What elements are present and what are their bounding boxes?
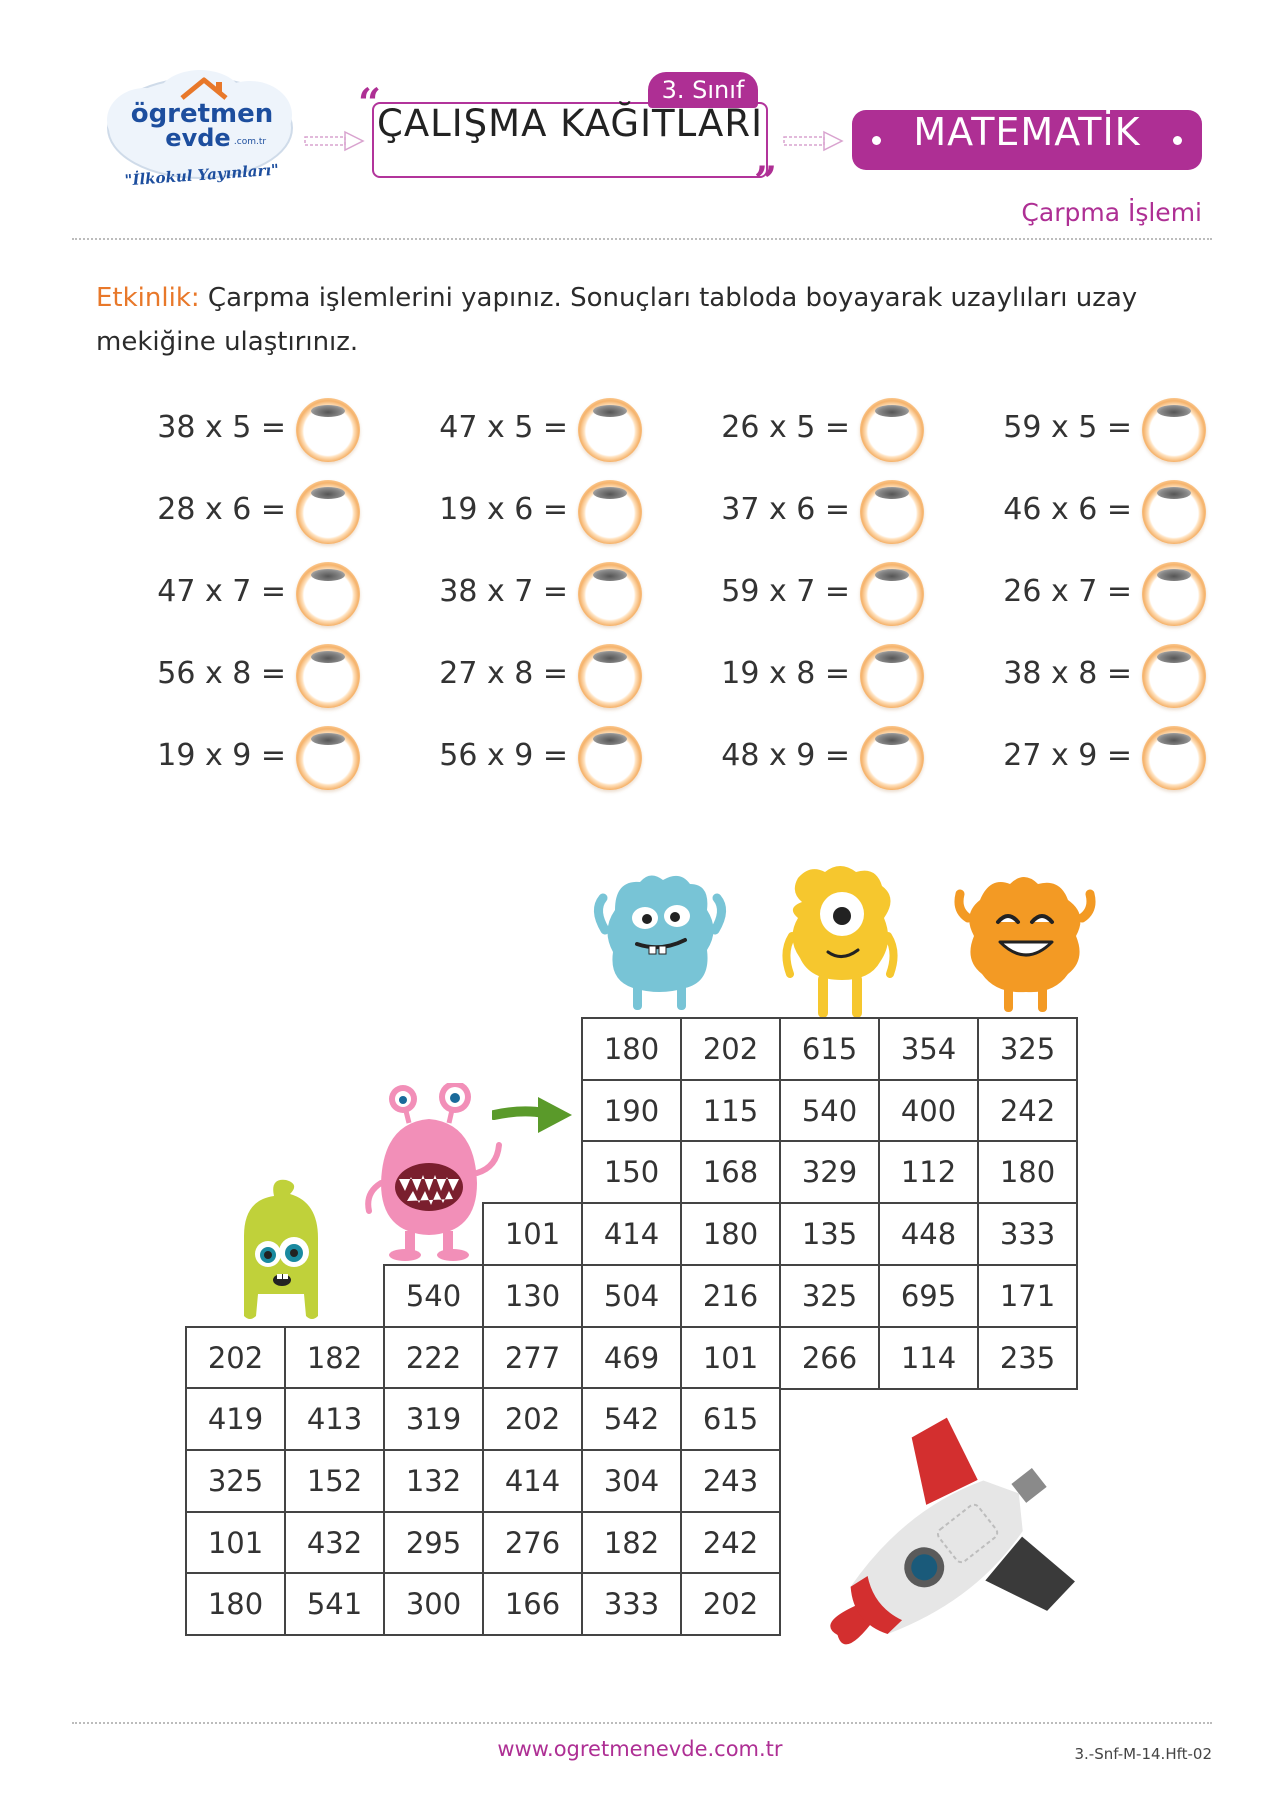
grid-cell[interactable]: 432 [284, 1511, 385, 1575]
decorative-arrow-icon [782, 130, 844, 152]
grid-cell[interactable]: 295 [383, 1511, 484, 1575]
divider [72, 238, 1212, 240]
problem-expression: 47 x 5 = [439, 410, 568, 445]
svg-text:ögretmen: ögretmen [130, 99, 274, 129]
problem-expression: 59 x 7 = [721, 574, 850, 609]
grid-cell[interactable]: 540 [779, 1079, 880, 1143]
grade-badge: 3. Sınıf [648, 72, 758, 108]
ring-hole-icon [875, 733, 909, 745]
yellow-cyclops-alien-icon [780, 862, 900, 1024]
ring-hole-icon [1157, 487, 1191, 499]
quote-close-icon: ” [754, 158, 778, 205]
grid-cell[interactable]: 132 [383, 1449, 484, 1513]
grid-cell[interactable]: 615 [779, 1017, 880, 1081]
grid-cell[interactable]: 266 [779, 1326, 880, 1390]
grid-cell[interactable]: 333 [581, 1572, 682, 1636]
problem-expression: 38 x 7 = [439, 574, 568, 609]
grid-cell[interactable]: 171 [977, 1264, 1078, 1328]
ring-hole-icon [311, 733, 345, 745]
problem-expression: 19 x 6 = [439, 492, 568, 527]
grid-cell[interactable]: 448 [878, 1202, 979, 1266]
activity-label: Etkinlik: [96, 283, 200, 313]
grid-cell[interactable]: 419 [185, 1387, 286, 1451]
answer-ring[interactable] [296, 644, 360, 708]
ring-hole-icon [1157, 405, 1191, 417]
ring-hole-icon [311, 651, 345, 663]
grid-cell[interactable]: 130 [482, 1264, 583, 1328]
ring-hole-icon [875, 651, 909, 663]
ring-hole-icon [593, 651, 627, 663]
ring-hole-icon [875, 405, 909, 417]
grid-cell[interactable]: 414 [581, 1202, 682, 1266]
answer-ring[interactable] [578, 644, 642, 708]
ring-hole-icon [593, 487, 627, 499]
grid-cell[interactable]: 243 [680, 1449, 781, 1513]
grid-cell[interactable]: 112 [878, 1140, 979, 1204]
subject-badge [852, 110, 1202, 170]
divider [72, 1722, 1212, 1724]
grid-cell[interactable]: 276 [482, 1511, 583, 1575]
grid-cell[interactable]: 101 [680, 1326, 781, 1390]
answer-ring[interactable] [578, 398, 642, 462]
bullet-icon [1173, 136, 1182, 145]
grid-cell[interactable]: 319 [383, 1387, 484, 1451]
green-arrow-icon [492, 1093, 574, 1137]
svg-text:.com.tr: .com.tr [233, 137, 267, 147]
subject-label: MATEMATİK [913, 110, 1141, 154]
answer-ring[interactable] [1142, 562, 1206, 626]
answer-ring[interactable] [296, 480, 360, 544]
problem-expression: 26 x 5 = [721, 410, 850, 445]
problem-expression: 47 x 7 = [157, 574, 286, 609]
problem-expression: 27 x 8 = [439, 656, 568, 691]
grid-cell[interactable]: 190 [581, 1079, 682, 1143]
ring-hole-icon [1157, 733, 1191, 745]
answer-ring[interactable] [860, 562, 924, 626]
answer-ring[interactable] [860, 644, 924, 708]
grid-cell[interactable]: 168 [680, 1140, 781, 1204]
grid-cell[interactable]: 325 [977, 1017, 1078, 1081]
blue-alien-icon [585, 870, 735, 1020]
ring-hole-icon [311, 487, 345, 499]
grid-cell[interactable]: 114 [878, 1326, 979, 1390]
problem-expression: 59 x 5 = [1003, 410, 1132, 445]
grid-cell[interactable]: 504 [581, 1264, 682, 1328]
answer-ring[interactable] [578, 726, 642, 790]
footer-website: www.ogretmenevde.com.tr [497, 1737, 783, 1761]
rocket-icon [790, 1405, 1100, 1705]
ring-hole-icon [1157, 569, 1191, 581]
grid-cell[interactable]: 333 [977, 1202, 1078, 1266]
grid-cell[interactable]: 180 [185, 1572, 286, 1636]
grid-cell[interactable]: 180 [581, 1017, 682, 1081]
activity-instruction [96, 276, 1176, 364]
grid-cell[interactable]: 695 [878, 1264, 979, 1328]
grid-cell[interactable]: 242 [977, 1079, 1078, 1143]
grid-cell[interactable]: 541 [284, 1572, 385, 1636]
grid-cell[interactable]: 277 [482, 1326, 583, 1390]
answer-ring[interactable] [860, 726, 924, 790]
problem-expression: 37 x 6 = [721, 492, 850, 527]
grid-cell[interactable]: 542 [581, 1387, 682, 1451]
problem-expression: 46 x 6 = [1003, 492, 1132, 527]
answer-ring[interactable] [1142, 398, 1206, 462]
problem-expression: 27 x 9 = [1003, 738, 1132, 773]
grid-cell[interactable]: 235 [977, 1326, 1078, 1390]
grid-cell[interactable]: 202 [680, 1572, 781, 1636]
grid-cell[interactable]: 329 [779, 1140, 880, 1204]
problem-expression: 56 x 8 = [157, 656, 286, 691]
problem-expression: 19 x 8 = [721, 656, 850, 691]
answer-ring[interactable] [296, 562, 360, 626]
topic-label: Çarpma İşlemi [1021, 198, 1202, 227]
grid-cell[interactable]: 414 [482, 1449, 583, 1513]
problem-expression: 28 x 6 = [157, 492, 286, 527]
grid-cell[interactable]: 166 [482, 1572, 583, 1636]
ring-hole-icon [311, 405, 345, 417]
answer-ring[interactable] [1142, 480, 1206, 544]
grid-cell[interactable]: 182 [581, 1511, 682, 1575]
grid-cell[interactable]: 135 [779, 1202, 880, 1266]
grid-cell[interactable]: 180 [977, 1140, 1078, 1204]
quote-open-icon: “ [358, 80, 382, 127]
problem-expression: 38 x 8 = [1003, 656, 1132, 691]
decorative-arrow-icon [303, 130, 365, 152]
green-alien-icon [230, 1176, 330, 1326]
svg-text:"İlkokul Yayınları": "İlkokul Yayınları" [124, 160, 280, 190]
problem-expression: 38 x 5 = [157, 410, 286, 445]
answer-ring[interactable] [578, 562, 642, 626]
answer-ring[interactable] [860, 480, 924, 544]
grid-cell[interactable]: 202 [680, 1017, 781, 1081]
grid-cell[interactable]: 325 [779, 1264, 880, 1328]
ring-hole-icon [1157, 651, 1191, 663]
grid-cell[interactable]: 304 [581, 1449, 682, 1513]
ring-hole-icon [875, 569, 909, 581]
orange-furry-alien-icon [950, 870, 1100, 1020]
grid-cell[interactable]: 615 [680, 1387, 781, 1451]
grid-cell[interactable]: 152 [284, 1449, 385, 1513]
grid-cell[interactable]: 400 [878, 1079, 979, 1143]
answer-ring[interactable] [1142, 644, 1206, 708]
grid-cell[interactable]: 300 [383, 1572, 484, 1636]
grid-cell[interactable]: 469 [581, 1326, 682, 1390]
grid-cell[interactable]: 202 [482, 1387, 583, 1451]
activity-text: Çarpma işlemlerini yapınız. Sonuçları tabloda boyayarak uzaylıları uzay mekiğine ulaştırınız. [96, 283, 1138, 357]
ring-hole-icon [311, 569, 345, 581]
problem-expression: 48 x 9 = [721, 738, 850, 773]
answer-ring[interactable] [1142, 726, 1206, 790]
ring-hole-icon [875, 487, 909, 499]
grid-cell[interactable]: 325 [185, 1449, 286, 1513]
answer-ring[interactable] [578, 480, 642, 544]
answer-ring[interactable] [860, 398, 924, 462]
grid-cell[interactable]: 540 [383, 1264, 484, 1328]
ring-hole-icon [593, 733, 627, 745]
grid-cell[interactable]: 216 [680, 1264, 781, 1328]
grid-cell[interactable]: 202 [185, 1326, 286, 1390]
grid-cell[interactable]: 150 [581, 1140, 682, 1204]
grid-cell[interactable]: 101 [482, 1202, 583, 1266]
worksheet-title: ÇALIŞMA KAĞITLARI [376, 102, 763, 145]
svg-text:evde: evde [165, 124, 231, 152]
answer-ring[interactable] [296, 726, 360, 790]
grid-cell[interactable]: 115 [680, 1079, 781, 1143]
grid-cell[interactable]: 413 [284, 1387, 385, 1451]
ring-hole-icon [593, 405, 627, 417]
grid-cell[interactable]: 182 [284, 1326, 385, 1390]
publisher-logo [100, 60, 305, 210]
problem-expression: 19 x 9 = [157, 738, 286, 773]
problem-expression: 26 x 7 = [1003, 574, 1132, 609]
footer-document-code: 3.-Snf-M-14.Hft-02 [1074, 1745, 1212, 1763]
grid-cell[interactable]: 354 [878, 1017, 979, 1081]
ring-hole-icon [593, 569, 627, 581]
grid-cell[interactable]: 180 [680, 1202, 781, 1266]
grid-cell[interactable]: 242 [680, 1511, 781, 1575]
problem-expression: 56 x 9 = [439, 738, 568, 773]
answer-ring[interactable] [296, 398, 360, 462]
grid-cell[interactable]: 101 [185, 1511, 286, 1575]
grid-cell[interactable]: 222 [383, 1326, 484, 1390]
